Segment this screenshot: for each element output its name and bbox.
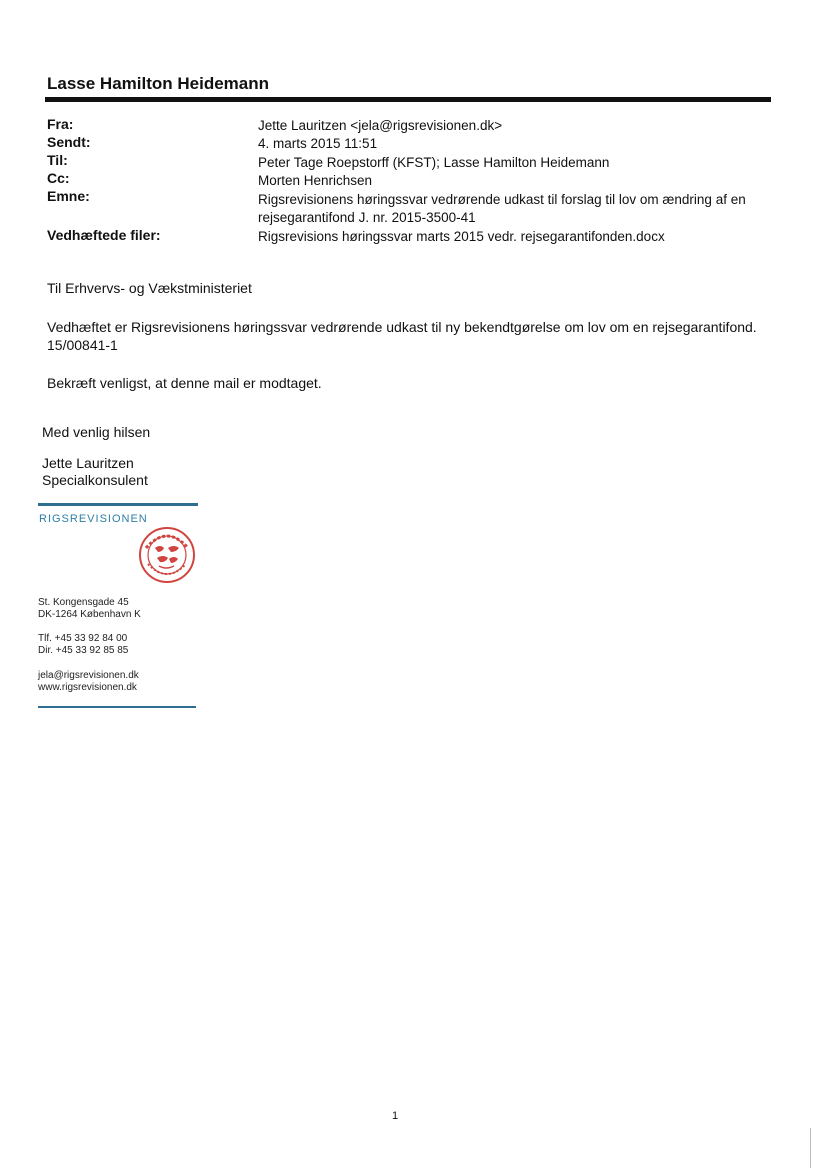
sent-value: 4. marts 2015 11:51 — [258, 136, 378, 151]
email-link[interactable]: jela@rigsrevisionen.dk — [38, 670, 139, 681]
closing: Med venlig hilsen — [42, 424, 151, 440]
body-paragraph-2: Bekræft venligst, at denne mail er modtaget. — [47, 375, 322, 391]
folketinget-seal-icon — [138, 526, 196, 589]
signer-title: Specialkonsulent — [42, 472, 148, 488]
signer-name: Jette Lauritzen — [42, 455, 134, 471]
phone: Tlf. +45 33 92 84 00 — [38, 633, 128, 644]
greeting: Til Erhvervs- og Vækstministeriet — [47, 280, 252, 296]
cc-label: Cc: — [47, 170, 70, 186]
sent-label: Sendt: — [47, 134, 91, 150]
from-label: Fra: — [47, 116, 74, 132]
subject-label: Emne: — [47, 188, 90, 204]
from-value: Jette Lauritzen <jela@rigsrevisionen.dk> — [258, 118, 503, 133]
address-line-1: St. Kongensgade 45 — [38, 597, 129, 608]
signature-top-rule — [38, 503, 198, 506]
page-number: 1 — [392, 1110, 399, 1122]
to-value: Peter Tage Roepstorff (KFST); Lasse Hamilton Heidemann — [258, 155, 610, 170]
subject-line-2: rejsegarantifond J. nr. 2015-3500-41 — [258, 210, 476, 225]
sender-heading: Lasse Hamilton Heidemann — [47, 74, 270, 93]
cc-value: Morten Henrichsen — [258, 173, 373, 188]
subject-line-1: Rigsrevisionens høringssvar vedrørende udkast til forslag til lov om ændring af en — [258, 192, 746, 207]
direct-phone: Dir. +45 33 92 85 85 — [38, 645, 129, 656]
scan-edge-mark — [810, 1128, 811, 1168]
attachments-label: Vedhæftede filer: — [47, 227, 161, 243]
signature-bottom-rule — [38, 706, 196, 708]
org-name: RIGSREVISIONEN — [39, 513, 148, 525]
address-line-2: DK-1264 København K — [38, 609, 141, 620]
attachment-link[interactable]: Rigsrevisions høringssvar marts 2015 vedr. rejsegarantifonden.docx — [258, 229, 665, 244]
heading-rule — [45, 97, 771, 102]
to-label: Til: — [47, 152, 68, 168]
body-paragraph-1: Vedhæftet er Rigsrevisionens høringssvar vedrørende udkast til ny bekendtgørelse om lov om en rejsegarantifond. — [47, 319, 757, 335]
reference-number: 15/00841-1 — [47, 337, 118, 353]
website-link[interactable]: www.rigsrevisionen.dk — [38, 682, 137, 693]
